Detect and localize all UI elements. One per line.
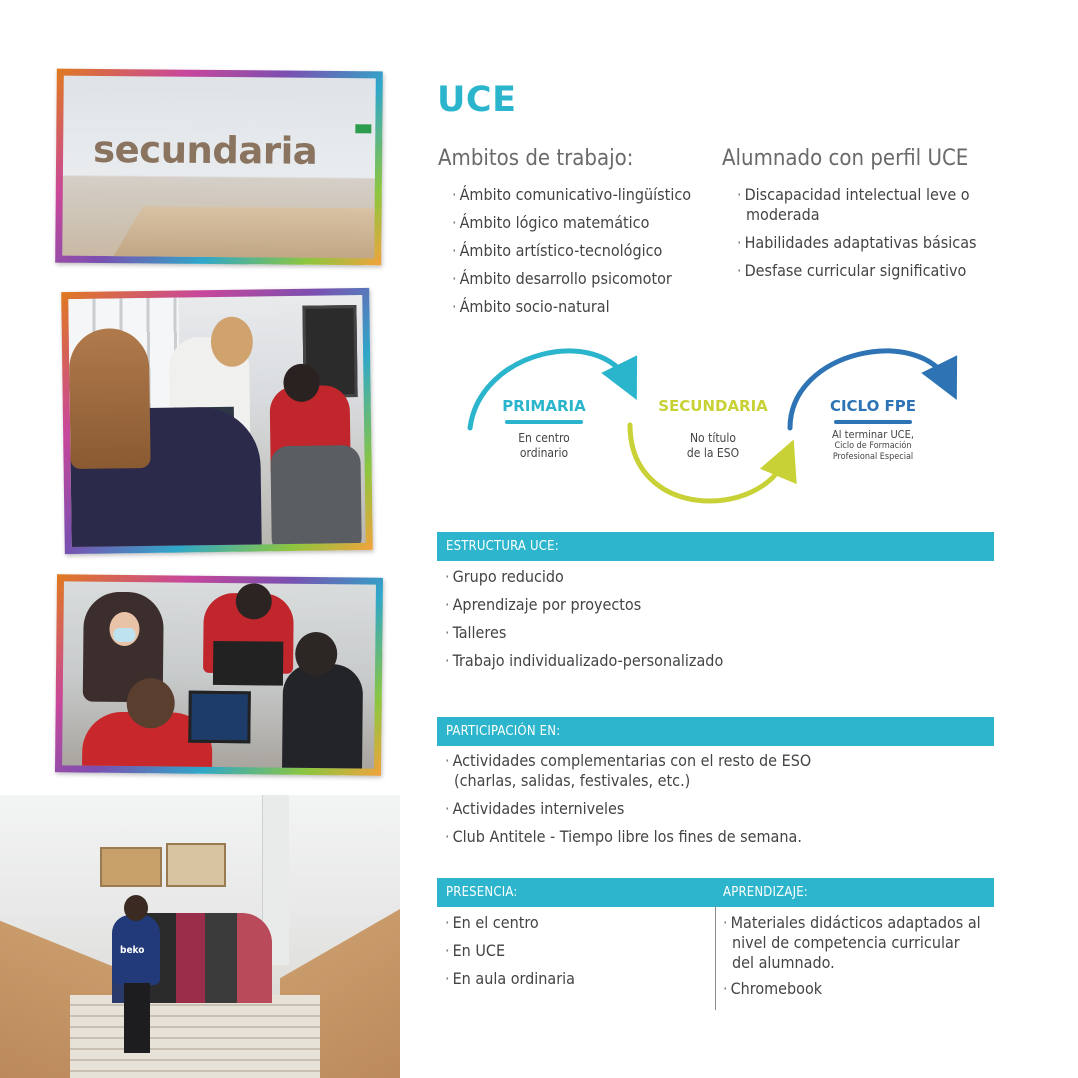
list-item-text: Actividades complementarias con el resto de ESO (charlas, salidas, festivales, etc.) — [452, 751, 812, 790]
list-item: · Ámbito socio-natural — [452, 297, 610, 316]
stage-secundaria-sub — [653, 431, 773, 461]
photo-group-inner — [62, 581, 376, 768]
list-item: · Actividades complementarias con el resto de ESO (charlas, salidas, festivales, etc.) — [445, 751, 812, 790]
laptop-front — [188, 691, 251, 744]
sign-text: secundaria — [92, 127, 318, 173]
arrow-ciclo — [790, 351, 948, 428]
list-item: · Club Antitele - Tiempo libre los fines de semana. — [445, 827, 802, 846]
stage-sub-line: Profesional Especial — [832, 452, 914, 462]
list-item: · En aula ordinaria — [445, 969, 575, 988]
photo-classroom — [61, 288, 373, 554]
alumnado-heading: Alumnado con perfil UCE — [722, 146, 969, 171]
list-item: · Ámbito comunicativo-lingüístico — [452, 185, 692, 204]
list-item: · En el centro — [445, 913, 539, 932]
ambitos-list — [452, 185, 712, 325]
stage-sub-line: Al terminar UCE, — [832, 428, 914, 441]
list-item-text: Ámbito lógico matemático — [459, 213, 650, 232]
stage-primaria-sub — [484, 431, 604, 461]
column-divider — [715, 906, 716, 1010]
student-front-head — [124, 895, 148, 921]
pathway-diagram — [460, 330, 970, 520]
list-item-text: Actividades interniveles — [452, 799, 625, 818]
list-item: · Ámbito artístico-tecnológico — [452, 241, 663, 260]
alumnado-list — [737, 185, 987, 289]
list-item-text: Habilidades adaptativas básicas — [744, 233, 977, 252]
presencia-list — [445, 913, 705, 997]
list-item-text: Chromebook — [730, 979, 823, 998]
photo-secundaria-sign — [55, 69, 383, 266]
ambitos-heading: Ambitos de trabajo: — [438, 146, 634, 171]
exit-sign — [355, 124, 371, 133]
list-item-text: Ámbito desarrollo psicomotor — [459, 269, 672, 288]
student-front-legs — [124, 983, 150, 1053]
jacket — [270, 445, 362, 547]
list-item-text: Trabajo individualizado-personalizado — [452, 651, 724, 670]
stage-sub-line: No título — [689, 431, 736, 445]
stage-sub-line: Ciclo de Formación — [834, 441, 912, 451]
list-item: · Habilidades adaptativas básicas — [737, 233, 977, 252]
estructura-band: ESTRUCTURA UCE: — [437, 532, 994, 561]
estructura-list — [445, 567, 985, 679]
stage-secundaria-label: SECUNDARIA — [658, 397, 768, 415]
stage-ciclo-underline — [834, 420, 912, 424]
aprendizaje-list — [723, 913, 985, 1007]
stage-sub-line: En centro — [518, 431, 570, 445]
list-item: · Discapacidad intelectual leve o moderada — [737, 185, 970, 224]
list-item: · Materiales didácticos adaptados al nivel de competencia curricular del alumnado. — [723, 913, 981, 972]
photo-staircase — [0, 795, 400, 1078]
list-item-text: Talleres — [452, 623, 507, 642]
presencia-band: PRESENCIA: — [437, 878, 717, 907]
boy-right-head — [295, 632, 337, 676]
boy-front-head — [126, 678, 175, 728]
list-item-text: Discapacidad intelectual leve o moderada — [744, 185, 970, 224]
list-item-text: Materiales didácticos adaptados al nivel de competencia curricular del alumnado. — [730, 913, 981, 972]
participacion-list — [445, 751, 835, 855]
student-girl-hair — [69, 328, 151, 469]
list-item-text: En aula ordinaria — [452, 969, 575, 988]
list-item: · Ámbito lógico matemático — [452, 213, 650, 232]
list-item: · Aprendizaje por proyectos — [445, 595, 642, 614]
list-item-text: Desfase curricular significativo — [744, 261, 967, 280]
shirt-text: beko — [120, 945, 145, 956]
list-item-text: En UCE — [452, 941, 506, 960]
photo-secundaria-inner — [62, 76, 376, 259]
stage-ciclo-sub — [808, 428, 938, 463]
list-item: · Desfase curricular significativo — [737, 261, 967, 280]
stage-ciclo-label: CICLO FPE — [829, 397, 917, 415]
list-item: · En UCE — [445, 941, 506, 960]
notice-board-right — [166, 843, 226, 887]
notice-board-left — [100, 847, 162, 887]
wood-shelf — [102, 206, 376, 258]
list-item-text: Grupo reducido — [452, 567, 564, 586]
list-item-text: Ámbito artístico-tecnológico — [459, 241, 663, 260]
list-item-text: Ámbito socio-natural — [459, 297, 610, 316]
list-item: · Ámbito desarrollo psicomotor — [452, 269, 672, 288]
list-item-text: Ámbito comunicativo-lingüístico — [459, 185, 692, 204]
list-item: · Grupo reducido — [445, 567, 564, 586]
list-item: · Actividades interniveles — [445, 799, 625, 818]
page-title: UCE — [437, 80, 517, 120]
list-item-text: Club Antitele - Tiempo libre los fines de semana. — [452, 827, 802, 846]
face-mask — [113, 628, 135, 642]
list-item: · Trabajo individualizado-personalizado — [445, 651, 724, 670]
boy-right — [282, 664, 363, 769]
arrow-primaria — [470, 351, 628, 428]
boy-back-head — [236, 583, 272, 619]
stage-primaria-label: PRIMARIA — [502, 397, 586, 415]
stage-primaria-underline — [505, 420, 583, 424]
list-item-text: Aprendizaje por proyectos — [452, 595, 642, 614]
photo-group-laptops — [55, 574, 383, 775]
photo-classroom-inner — [68, 295, 365, 547]
aprendizaje-band: APRENDIZAJE: — [715, 878, 994, 907]
participacion-band: PARTICIPACIÓN EN: — [437, 717, 994, 746]
list-item: · Talleres — [445, 623, 507, 642]
list-item: · Chromebook — [723, 979, 823, 998]
list-item-text: En el centro — [452, 913, 539, 932]
laptop-back — [213, 641, 283, 686]
stage-sub-line: ordinario — [519, 446, 569, 460]
stairs — [70, 995, 320, 1078]
stage-sub-line: de la ESO — [686, 446, 740, 460]
